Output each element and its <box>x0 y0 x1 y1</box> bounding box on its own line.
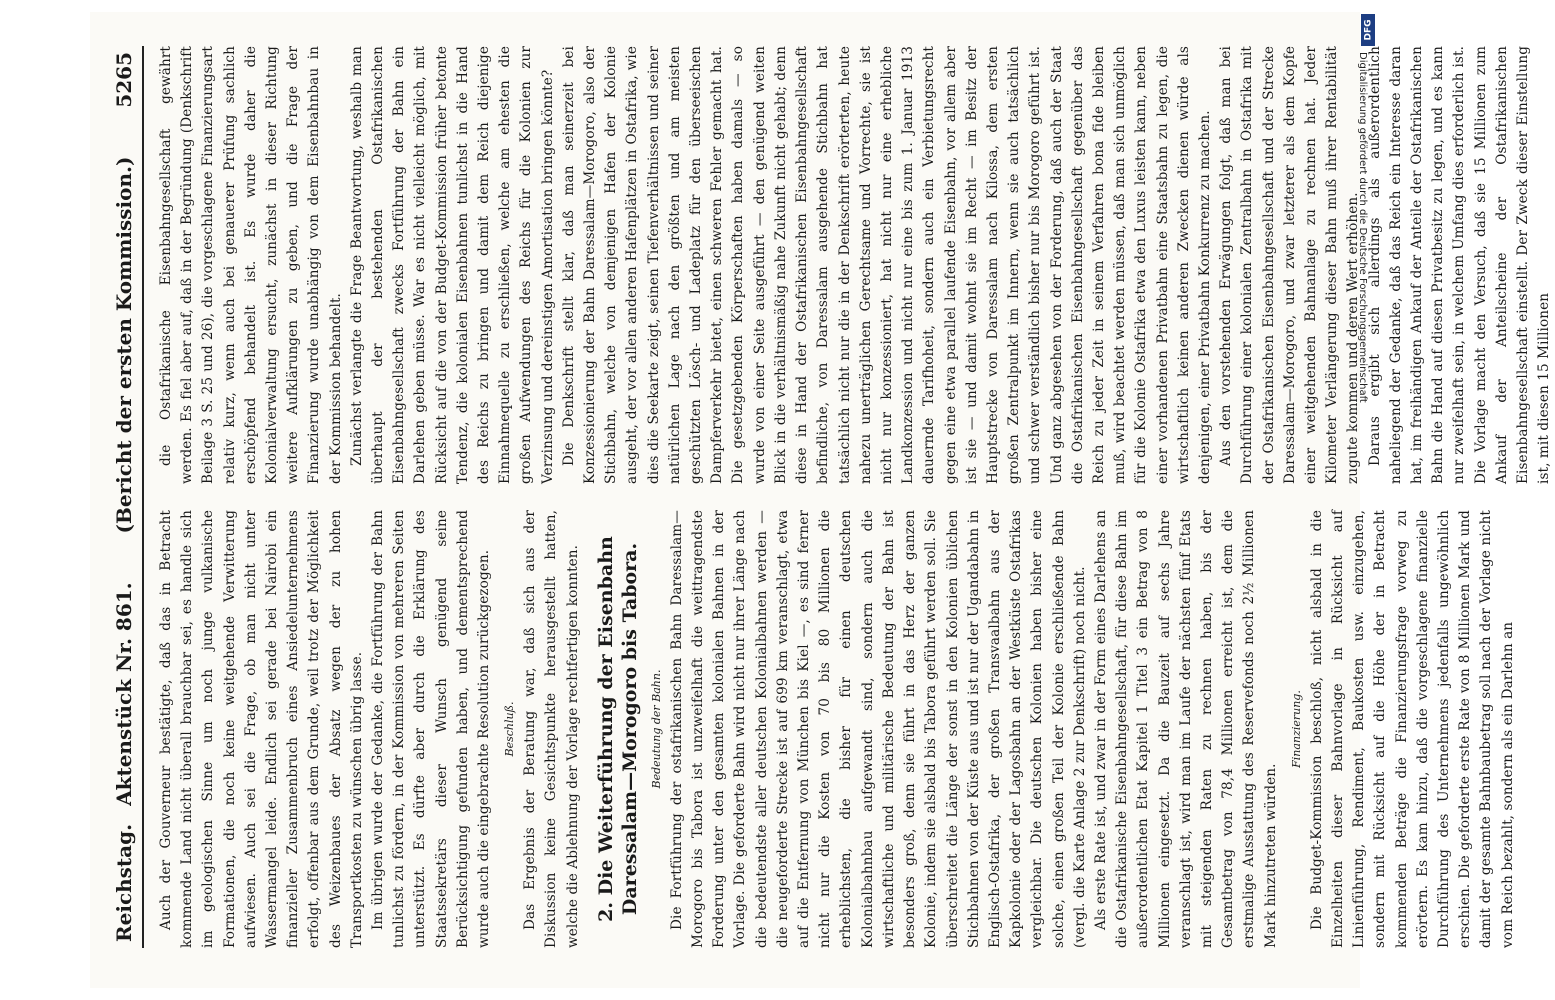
text-columns <box>156 46 1555 948</box>
paragraph: Daraus ergibt sich allerdings als außerordentlich naheliegend der Gedanke, daß das Reich ein Interesse daran hat, im freihändigen Ankauf der Anteile der Ostafrikanischen Bahn die Hand auf diesen Privatbesitz zu legen, und es kann nur zweifelhaft sein, in welchem Umfang dies erforderlich ist. Die Vorlage macht den Versuch, daß sie 15 Millionen zum Ankauf der Anteilscheine der Ostafrikanischen Eisenbahngesellschaft einstellt. Der Zweck dieser Einstellung ist, mit diesen 15 Millionen <box>1366 46 1553 484</box>
paragraph: Im übrigen wurde der Gedanke, die Fortführung der Bahn tunlichst zu fördern, in der Kommission von mehreren Seiten unterstützt. Es dürfte aber durch die Erklärung des Staatssekretärs dieser Wunsch genügend seine Berücksichtigung gefunden haben, und dementsprechend wurde auch die eingebrachte Resolution zurückgezogen. <box>370 510 493 948</box>
credit-text: Digitalisierung gefördert durch die Deutsche Forschungsgemeinschaft <box>1357 52 1368 403</box>
marginal-label: Finanzierung. <box>1289 690 1303 768</box>
dfg-logo: DFG <box>1361 14 1375 46</box>
header-doc-number: Aktenstück Nr. 861. <box>112 582 136 806</box>
header-title: (Bericht der ersten Kommission.) <box>112 156 136 534</box>
paragraph: Aus den vorstehenden Erwägungen folgt, daß man bei Durchführung einer kolonialen Zentralbahn in Ostafrika mit der Ostafrikanischen Eisenbahngesellschaft und der Strecke Daressalam—Morogoro, und zwar letzterer als dem Kopfe einer weitgehenden Bahnanlage zu rechnen hat. Jeder Kilometer Verlängerung dieser Bahn muß ihrer Rentabilität zugute kommen und deren Wert erhöhen. <box>1218 46 1362 484</box>
paragraph: Die Budget-Kommission beschloß, nicht alsbald in die Einzelheiten dieser Bahnvorlage in Rücksicht auf Linienführung, Rendiment, Baukosten usw. einzugehen, sondern mit Rücksicht auf die Höhe der in Betracht kommenden Beträge die Finanzierungsfrage vorweg zu erörtern. Es kam hinzu, daß die vorgeschlagene finanzielle Durchführung des Unternehmens jedenfalls ungewöhnlich erschien. Die geforderte erste Rate von 8 Millionen Mark und damit der gesamte Bahnbaubetrag soll nach der Vorlage nicht vom Reich bezahlt, sondern als ein Darlehn an <box>1308 510 1516 948</box>
right-column <box>156 46 1555 484</box>
paragraph: die Ostafrikanische Eisenbahngesellschaft gewährt werden. Es fiel aber auf, daß in der Begründung (Denkschrift Beilage 3 S. 25 und 26), die vorgeschlagene Finanzierungsart relativ kurz, wenn auch bei genauerer Prüfung sachlich erschöpfend behandelt ist. Es wurde daher die Kolonialverwaltung ersucht, zunächst in dieser Richtung weitere Aufklärungen zu geben, und die Frage der Finanzierung wurde unabhängig von dem Eisenbahnbau in der Kommission behandelt. <box>158 46 344 484</box>
paragraph: Als erste Rate ist, und zwar in der Form eines Darlehens an die Ostafrikanische Eisenbahngesellschaft, für diese Bahn im außerordentlichen Etat Kapitel 1 Titel 3 ein Betrag von 8 Millionen eingesetzt. Da die Bauzeit auf sechs Jahre veranschlagt ist, wird man im Laufe der nächsten fünf Etats mit steigenden Raten zu rechnen haben, bis der Gesamtbetrag von 78,4 Millionen erreicht ist, dem die erstmalige Ausstattung des Reservefonds noch 2½ Millionen Mark hinzutreten würden. <box>1092 510 1279 948</box>
section-heading: 2. Die Weiterführung der Eisenbahn Daressalam—Morogoro bis Tabora. <box>594 536 641 922</box>
page-number: 5265 <box>112 52 136 108</box>
marginal-label: Bedeutung der Bahn. <box>649 669 663 789</box>
paragraph: Auch der Gouverneur bestätigte, daß das in Betracht kommende Land nicht überall brauchbar sei, es handle sich im geologischen Sinne um noch junge vulkanische Formationen, die noch keine weitgehende Verwitterung aufwiesen. Auch sei die Frage, ob man nicht unter Wassermangel leide. Endlich sei gerade bei Nairobi ein finanzieller Zusammenbruch eines Ansiedelunternehmens erfolgt, offenbar aus dem Grunde, weil trotz der Möglichkeit des Weizenbaues der Absatz wegen der zu hohen Transportkosten zu wünschen übrig lasse. <box>158 510 365 948</box>
paragraph: Die Denkschrift stellt klar, daß man seinerzeit bei Konzessionierung der Bahn Daressalam—Morogoro, also der Stichbahn, welche von demjenigen Hafen der Kolonie ausgeht, der vor allen anderen Hafenplätzen in Ostafrika, wie dies die Seekarte zeigt, seinen Tiefenverhältnissen und seiner natürlichen Lage nach den größten und am meisten geschützten Lösch- und Ladeplatz für den überseeischen Dampferverkehr bietet, einen schweren Fehler gemacht hat. Die gesetzgebenden Körperschaften haben damals — so wurde von einer Seite ausgeführt — den genügend weiten Blick in die verhältnismäßig nahe Zukunft nicht gehabt; denn diese in Hand der Ostafrikanischen Eisenbahngesellschaft befindliche, von Daressalam ausgehende Stichbahn hat tatsächlich nicht nur die in der Denkschrift erörterten, heute nahezu unerträglichen Gerechtsame und Vorrechte, sie ist nicht nur konzessioniert, hat nicht nur eine erhebliche Landkonzession und nicht nur eine bis zum 1. Januar 1913 dauernde Tarifhoheit, sondern auch ein Verbietungsrecht gegen eine etwa parallel laufende Eisenbahn, vor allem aber ist sie — und damit wohnt sie im Recht — im Besitz der Hauptstrecke von Daressalam nach Kilossa, dem ersten großen Zentralpunkt im Innern, wenn sie auch tatsächlich und schwer verständlich bisher nur bis Morogoro geführt ist. Und ganz abgesehen von der Forderung, daß auch der Staat die Ostafrikanischen Eisenbahngesellschaft gegenüber das Reich zu jeder Zeit in seinem Verfahren bona fide bleiben muß, wird beachtet werden müssen, daß man sich unmöglich für die Kolonie Ostafrika etwa den Luxus leisten kann, neben einer vorhandenen Privatbahn eine Staatsbahn zu legen, die wirtschaftlich keinen anderen Zwecken dienen würde als denjenigen, einer Privatbahn Konkurrenz zu machen. <box>560 46 1213 484</box>
running-header <box>112 46 144 948</box>
paragraph: Die Fortführung der ostafrikanischen Bahn Daressalam—Morogoro bis Tabora ist unzweifelhaft die weittragendste Forderung unter den gesamten kolonialen Bahnen in der Vorlage. Die geforderte Bahn wird nicht nur ihrer Länge nach die bedeutendste aller deutschen Kolonialbahnen werden — die neugeforderte Strecke ist auf 699 km veranschlagt, etwa auf die Entfernung von München bis Kiel —, es sind ferner nicht nur die Kosten von 70 bis 80 Millionen die erheblichsten, die bisher für einen deutschen Kolonialbahnbau aufgewandt sind, sondern auch die wirtschaftliche und militärische Bedeutung der Bahn ist besonders groß, denn sie führt in das Herz der ganzen Kolonie, indem sie alsbald bis Tabora geführt werden soll. Sie überschreitet die Länge der sonst in den Kolonien üblichen Stichbahnen von der Küste aus und ist nur der Ugandabahn in Englisch-Ostafrika, der großen Transvaalbahn aus der Kapkolonie oder der Lagosbahn an der Westküste Ostafrikas vergleichbar. Die deutschen Kolonien haben bisher eine solche, einen großen Teil der Kolonie erschließende Bahn (vergl. die Karte Anlage 2 zur Denkschrift) noch nicht. <box>668 509 1088 948</box>
marginal-label: Beschluß. <box>503 701 517 757</box>
left-column <box>156 510 1555 948</box>
paragraph: Zunächst verlangte die Frage Beantwortung, weshalb man überhaupt der bestehenden Ostafrikanischen Eisenbahngesellschaft zwecks Fortführung der Bahn ein Darlehen geben müsse. War es nicht vielleicht möglich, mit Rücksicht auf die von der Budget-Kommission früher betonte Tendenz, die kolonialen Eisenbahnen tunlichst in die Hand des Reichs zu bringen und damit dem Reich diejenige Einnahmequelle zu erschließen, welche am ehesten die großen Aufwendungen des Reichs für die Kolonien zur Verzinsung und dereinstigen Amortisation bringen könnte? <box>348 46 556 484</box>
digitization-credit <box>1357 14 1379 994</box>
header-org: Reichstag. <box>112 823 136 942</box>
paragraph: Das Ergebnis der Beratung war, daß sich aus der Diskussion keine Gesichtspunkte herausgestellt hatten, welche die Ablehnung der Vorlage rechtfertigen konnten. <box>522 510 581 948</box>
